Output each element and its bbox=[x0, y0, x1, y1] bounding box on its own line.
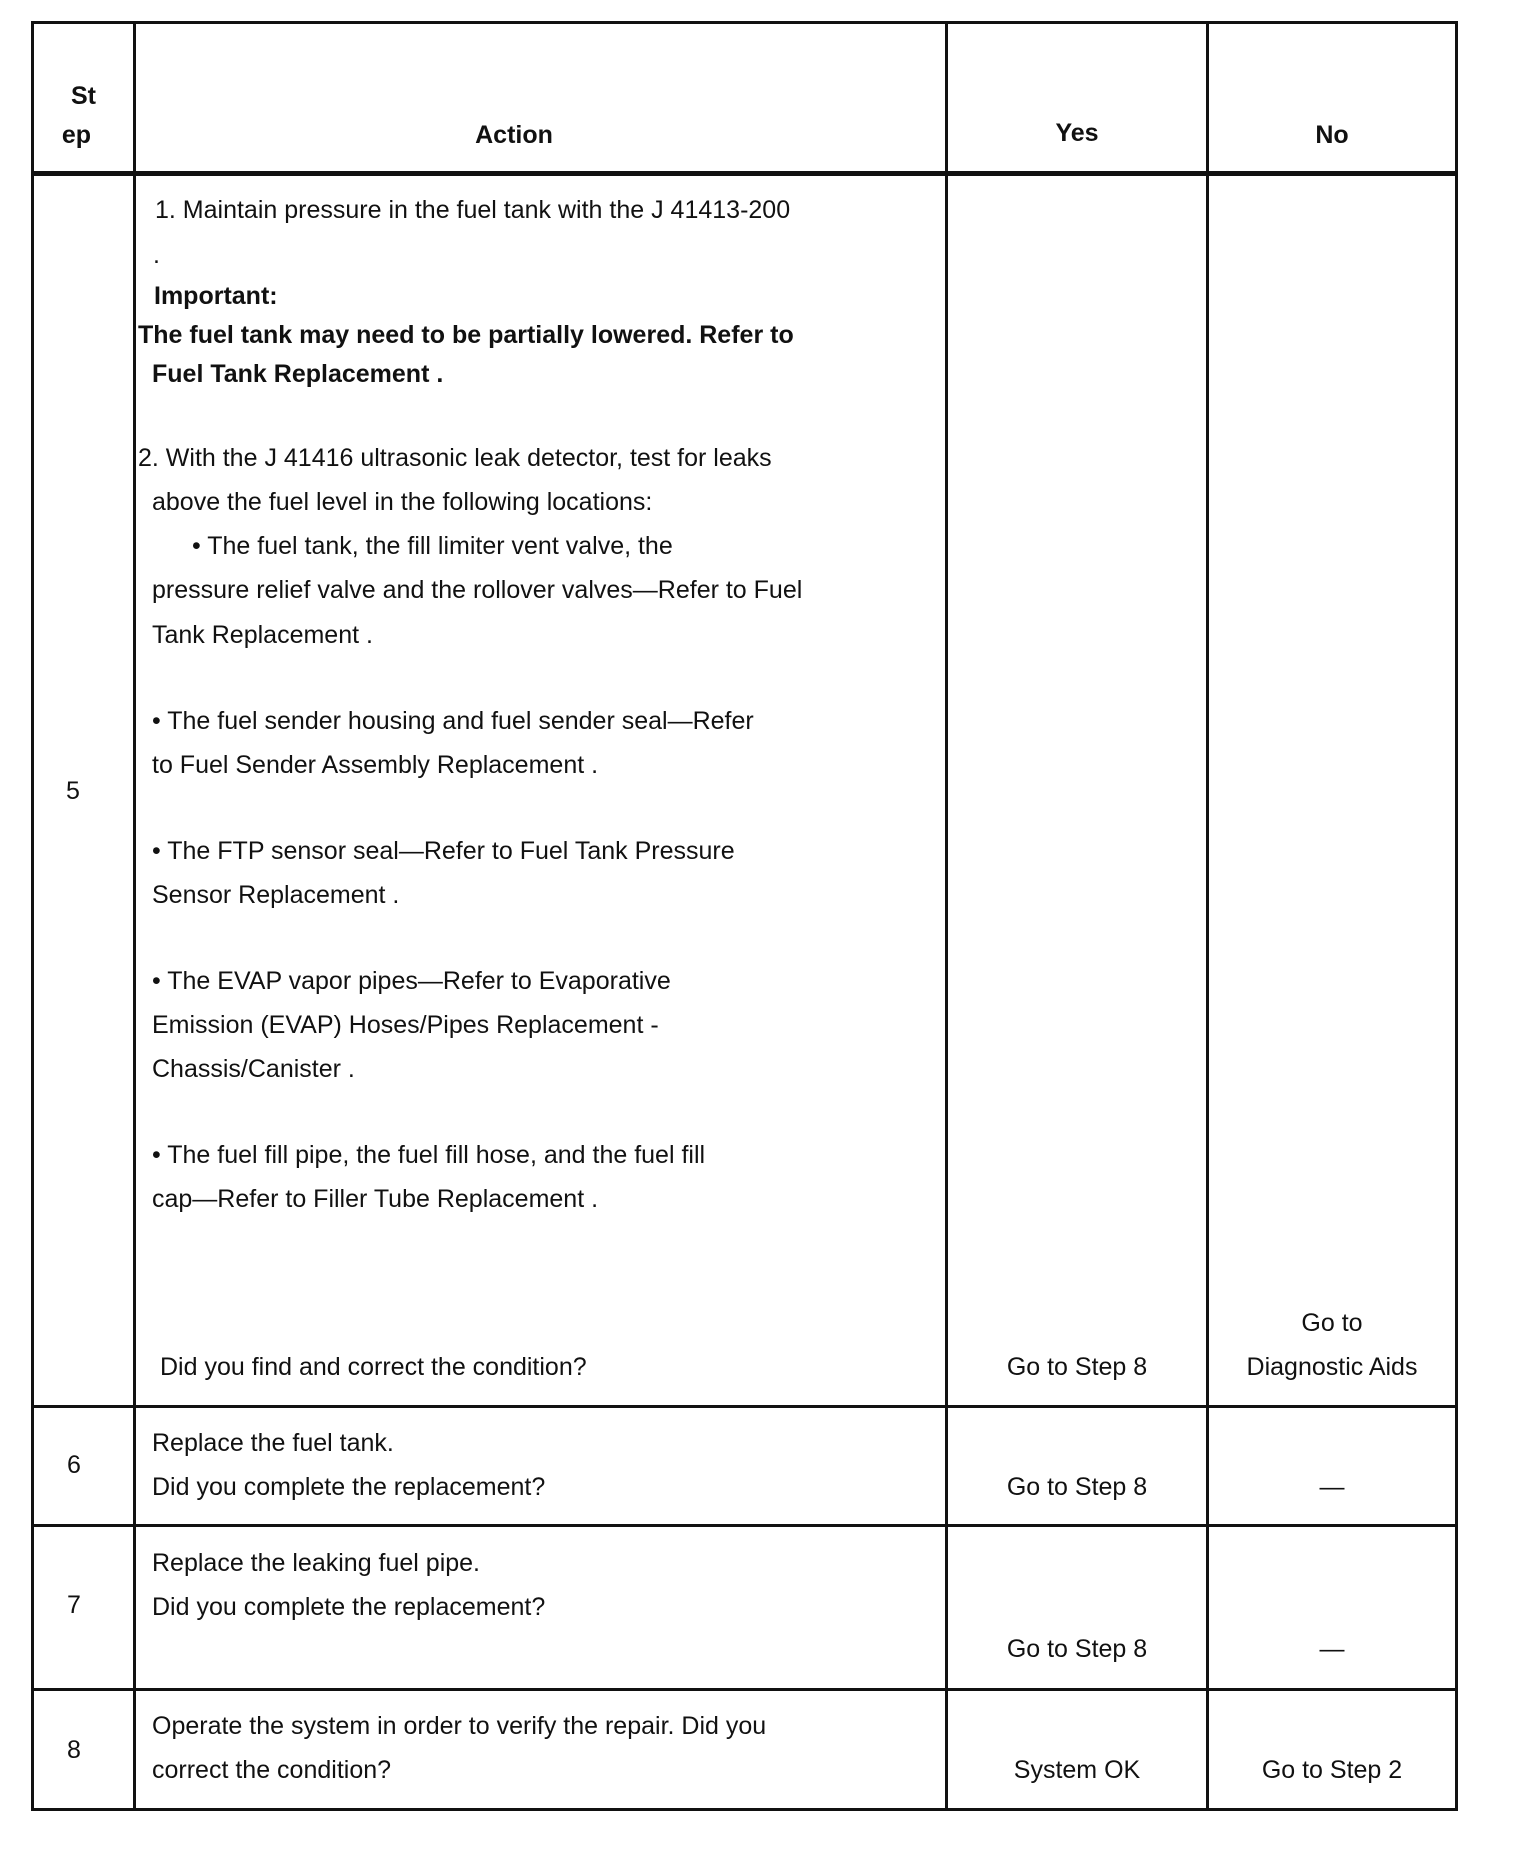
action-line: Sensor Replacement . bbox=[152, 881, 400, 909]
question: correct the condition? bbox=[152, 1756, 392, 1784]
question: Did you find and correct the condition? bbox=[160, 1353, 587, 1381]
important-label: Important: bbox=[154, 282, 278, 310]
bullet-item: • The FTP sensor seal—Refer to Fuel Tank Pressure bbox=[152, 837, 735, 865]
important-note: Fuel Tank Replacement . bbox=[152, 360, 444, 388]
table-border-bottom bbox=[31, 1808, 1457, 1811]
no-result: Diagnostic Aids bbox=[1246, 1353, 1418, 1381]
bullet-item: • The EVAP vapor pipes—Refer to Evaporative bbox=[152, 967, 671, 995]
header-action: Action bbox=[475, 121, 553, 149]
header-no: No bbox=[1315, 121, 1349, 149]
question: Did you complete the replacement? bbox=[152, 1473, 546, 1501]
row-divider bbox=[31, 1524, 1457, 1527]
step-number: 7 bbox=[67, 1591, 81, 1619]
table-border-right bbox=[1455, 21, 1458, 1811]
yes-result: System OK bbox=[1013, 1756, 1141, 1784]
yes-result: Go to Step 8 bbox=[1006, 1473, 1148, 1501]
bullet-item: • The fuel fill pipe, the fuel fill hose, and the fuel fill bbox=[152, 1141, 706, 1169]
bullet-item: • The fuel tank, the fill limiter vent valve, the bbox=[192, 532, 673, 560]
action-line: . bbox=[153, 241, 160, 269]
important-note: The fuel tank may need to be partially lowered. Refer to bbox=[138, 321, 794, 349]
column-divider bbox=[945, 21, 948, 1811]
row-divider bbox=[31, 1405, 1457, 1408]
action-line: Tank Replacement . bbox=[152, 621, 373, 649]
header-bottom-rule bbox=[31, 171, 1457, 176]
table-border-left bbox=[31, 21, 34, 1811]
action-line: 1. Maintain pressure in the fuel tank with the J 41413-200 bbox=[155, 196, 791, 224]
no-result: — bbox=[1319, 1635, 1345, 1663]
yes-result: Go to Step 8 bbox=[1006, 1353, 1148, 1381]
column-divider bbox=[133, 21, 136, 1811]
action-line: 2. With the J 41416 ultrasonic leak detector, test for leaks bbox=[138, 444, 772, 472]
action-line: Replace the leaking fuel pipe. bbox=[152, 1549, 481, 1577]
step-number: 5 bbox=[66, 777, 80, 805]
question: Did you complete the replacement? bbox=[152, 1593, 546, 1621]
action-line: pressure relief valve and the rollover valves—Refer to Fuel bbox=[152, 576, 803, 604]
action-line: Chassis/Canister . bbox=[152, 1055, 355, 1083]
action-line: Operate the system in order to verify the repair. Did you bbox=[152, 1712, 767, 1740]
step-number: 6 bbox=[67, 1451, 81, 1479]
column-divider bbox=[1206, 21, 1209, 1811]
step-number: 8 bbox=[67, 1736, 81, 1764]
bullet-item: • The fuel sender housing and fuel sender seal—Refer bbox=[152, 707, 754, 735]
action-line: Emission (EVAP) Hoses/Pipes Replacement - bbox=[152, 1011, 659, 1039]
table-border-top bbox=[31, 21, 1457, 24]
action-line: above the fuel level in the following locations: bbox=[152, 488, 653, 516]
header-yes: Yes bbox=[1055, 119, 1099, 147]
no-result: — bbox=[1319, 1473, 1345, 1501]
header-step-line1: St bbox=[71, 82, 96, 110]
no-result: Go to Step 2 bbox=[1261, 1756, 1403, 1784]
row-divider bbox=[31, 1688, 1457, 1691]
yes-result: Go to Step 8 bbox=[1006, 1635, 1148, 1663]
action-line: Replace the fuel tank. bbox=[152, 1429, 394, 1457]
header-step-line2: ep bbox=[61, 121, 92, 149]
no-result: Go to bbox=[1301, 1309, 1363, 1337]
action-line: to Fuel Sender Assembly Replacement . bbox=[152, 751, 599, 779]
action-line: cap—Refer to Filler Tube Replacement . bbox=[152, 1185, 599, 1213]
